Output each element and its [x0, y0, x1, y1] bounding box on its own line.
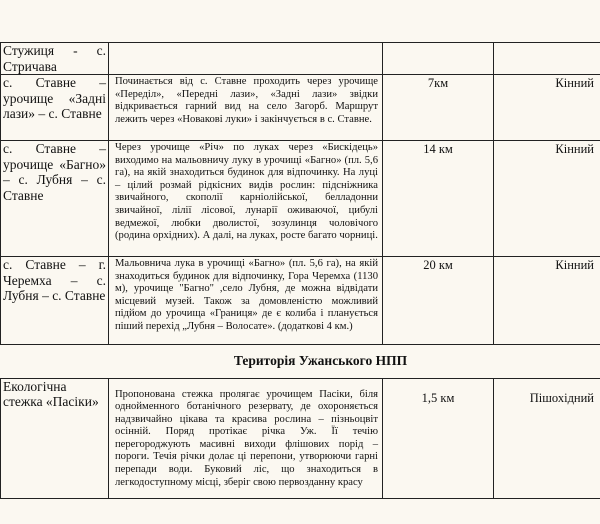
routes-table — [0, 42, 600, 499]
section-header-row — [1, 345, 600, 379]
route-distance — [383, 43, 494, 75]
route-name: Екологічна стежка «Пасіки» — [1, 378, 109, 498]
route-name: с. Ставне – г. Черемха – с. Лубня – с. Ставне — [1, 257, 109, 345]
route-distance: 14 км — [383, 141, 494, 257]
route-description: Мальовнича лука в урочищі «Багно» (пл. 5,6 га), на якій знаходиться будинок для відпочинку, Гора Черемха (1130 м), урочище "Багно" ,село Лубня, де можна відвідати місцевий музей. Також за домовленістю можливий підйом до урочища «Границя» де є колиба і планується піший перехід „Лубня – Волосате». (додаткові 4 км.) — [109, 257, 383, 345]
table-row — [1, 75, 600, 141]
section-title: Територія Ужанського НПП — [1, 345, 600, 379]
route-distance: 1,5 км — [383, 378, 494, 498]
route-type: Пішохідний — [494, 378, 600, 498]
route-type: Кінний — [494, 75, 600, 141]
route-type — [494, 43, 600, 75]
route-description: Починається від с. Ставне проходить через урочище «Переділ», «Передні лази», «Задні лази» звідки відкривається гарний вид на село Загорб. Маршрут лежить через «Новакові луки» і закінчується в с. Ставне. — [109, 75, 383, 141]
route-description: Пропонована стежка пролягає урочищем Пасіки, біля однойменного ботанічного резервату, де охороняється надзвичайно цікава та красива рослина – пізньоцвіт осінній. Поряд протікає річка Уж. Її течію перегороджують масивні виходи флішових порід – пороги. Течія річки долає ці перепони, утворюючи гарні перепади води. Буковий ліс, що знаходиться в легкодоступному місці, зберіг свою первозданну красу — [109, 378, 383, 498]
table-row — [1, 141, 600, 257]
route-name: с. Ставне – урочище «Багно» – с. Лубня – с. Ставне — [1, 141, 109, 257]
route-distance: 7км — [383, 75, 494, 141]
table-row — [1, 43, 600, 75]
table-row — [1, 378, 600, 498]
route-name: с. Ставне – урочище «Задні лази» – с. Ставне — [1, 75, 109, 141]
route-description: Через урочище «Річ» по луках через «Бискідець» виходимо на мальовничу луку в урочищі «Багно» (пл. 5,6 га), на якій знаходиться будинок для відпочинку. На луці – цілий розмай рідкісних видів рослин: підсніжника звичайного, скополії карніолійської, белладонни звичайної, лілії лісової, лунарії оживаючої, цибулі ведмежої, любки дволистої, зозулинця чоловічого (родина орхідних). А далі, на луках, росте багато чорниці. — [109, 141, 383, 257]
route-type: Кінний — [494, 257, 600, 345]
route-description — [109, 43, 383, 75]
table-row — [1, 257, 600, 345]
route-name: Стужиця - с. Стричава — [1, 43, 109, 75]
route-type: Кінний — [494, 141, 600, 257]
route-distance: 20 км — [383, 257, 494, 345]
